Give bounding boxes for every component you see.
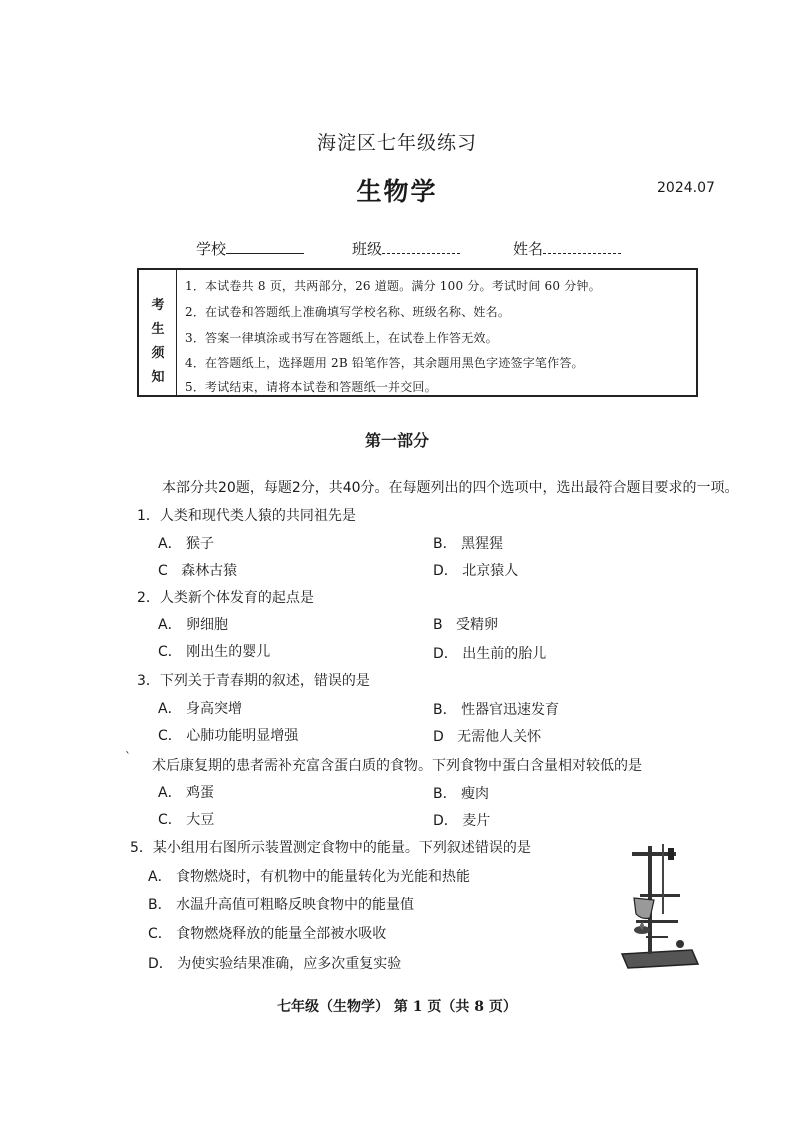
option-label: C．: [158, 644, 182, 660]
notice-line: 3．答案一律填涂或书写在答题纸上，在试卷上作答无效。: [185, 331, 498, 345]
option-text: 为使实验结果准确，应多次重复实验: [177, 956, 402, 972]
option-label: B．: [148, 897, 172, 913]
notice-body: [177, 270, 696, 395]
notice-line: 1．本试卷共 8 页，共两部分，26 道题。满分 100 分。考试时间 60 分钟。: [185, 279, 601, 293]
option-text: 森林古猿: [181, 563, 238, 579]
option-label: A．: [148, 869, 172, 885]
option-label: A．: [158, 701, 182, 717]
exam-date: 2024.07: [657, 180, 715, 196]
option-text: 大豆: [186, 812, 215, 828]
option-text: 卵细胞: [186, 617, 229, 633]
option-text: 黑猩猩: [461, 536, 504, 552]
option-label: A．: [158, 617, 182, 633]
option-text: 无需他人关怀: [457, 729, 542, 745]
section-title: 第一部分: [364, 431, 429, 450]
option-label: A．: [158, 785, 182, 801]
option-d[interactable]: [433, 560, 518, 580]
question-stem: 下列关于青春期的叙述，错误的是: [159, 673, 370, 689]
option-d[interactable]: [433, 726, 541, 746]
option-text: 性器官迅速发育: [461, 702, 560, 718]
option-a[interactable]: [148, 866, 470, 886]
burning-food-icon: [634, 922, 684, 948]
option-label: B．: [433, 536, 457, 552]
option-text: 猴子: [186, 536, 215, 552]
name-field[interactable]: [513, 238, 621, 259]
option-d[interactable]: [433, 643, 546, 663]
exam-notice-box: [137, 268, 698, 397]
option-label: C: [158, 563, 168, 579]
option-d[interactable]: [433, 810, 490, 830]
question-stem: 人类新个体发育的起点是: [159, 590, 314, 606]
section-intro: 本部分共20题，每题2分，共40分。在每题列出的四个选项中，选出最符合题目要求的一项。: [162, 480, 739, 496]
option-text: 刚出生的婴儿: [186, 644, 271, 660]
option-label: D．: [433, 813, 458, 829]
notice-heading-char: 须: [151, 346, 165, 361]
option-b[interactable]: [433, 783, 489, 803]
option-label: C．: [158, 812, 182, 828]
option-text: 食物燃烧释放的能量全部被水吸收: [176, 926, 387, 942]
option-a[interactable]: [158, 614, 228, 634]
question-number: 5．: [130, 840, 153, 856]
option-label: B．: [433, 786, 457, 802]
question-stem: 术后康复期的患者需补充富含蛋白质的食物。下列食物中蛋白含量相对较低的是: [152, 758, 642, 774]
option-label: D: [433, 729, 444, 745]
option-b[interactable]: [148, 894, 414, 914]
school-field[interactable]: [196, 238, 304, 259]
notice-heading-char: 知: [151, 370, 165, 385]
question-4: [152, 755, 642, 775]
question-2: [137, 587, 314, 607]
name-label: 姓名: [513, 240, 544, 258]
option-text: 瘦肉: [461, 786, 490, 802]
option-b[interactable]: [433, 533, 503, 553]
option-c[interactable]: [158, 809, 214, 829]
page-footer: 七年级（生物学） 第 1 页（共 8 页）: [277, 999, 517, 1015]
option-text: 水温升高值可粗略反映食物中的能量值: [176, 897, 415, 913]
notice-heading: [139, 270, 177, 395]
option-label: D．: [433, 646, 458, 662]
question-1: [137, 505, 356, 525]
notice-heading-char: 考: [151, 298, 165, 313]
option-a[interactable]: [158, 533, 214, 553]
option-text: 北京猿人: [462, 563, 519, 579]
school-label: 学校: [196, 240, 227, 258]
option-label: D．: [433, 563, 458, 579]
option-label: C．: [158, 728, 182, 744]
notice-line: 2．在试卷和答题纸上准确填写学校名称、班级名称、姓名。: [185, 305, 511, 319]
option-text: 心肺功能明显增强: [186, 728, 299, 744]
option-text: 食物燃烧时，有机物中的能量转化为光能和热能: [176, 869, 471, 885]
question-number: 1．: [137, 508, 160, 524]
option-c[interactable]: [158, 725, 298, 745]
question-5: [130, 837, 531, 857]
exam-title: 海淀区七年级练习: [316, 132, 477, 154]
option-label: C．: [148, 926, 172, 942]
option-c[interactable]: [158, 560, 237, 580]
option-b[interactable]: [433, 614, 498, 634]
option-text: 鸡蛋: [186, 785, 215, 801]
option-text: 出生前的胎儿: [462, 646, 547, 662]
scan-mark-icon: `: [125, 750, 131, 764]
option-d[interactable]: [148, 953, 401, 973]
option-text: 麦片: [462, 813, 491, 829]
option-a[interactable]: [158, 698, 242, 718]
option-label: B: [433, 617, 443, 633]
notice-line: 5．考试结束，请将本试卷和答题纸一并交回。: [185, 380, 437, 394]
question-stem: 某小组用右图所示装置测定食物中的能量。下列叙述错误的是: [152, 840, 531, 856]
option-text: 身高突增: [186, 701, 243, 717]
option-label: D．: [148, 956, 173, 972]
class-field[interactable]: [352, 238, 460, 259]
thermometer-icon: [662, 844, 664, 914]
option-c[interactable]: [148, 923, 386, 943]
iron-stand-icon: [622, 846, 698, 968]
experiment-apparatus-illustration: [612, 838, 704, 970]
question-3: [137, 670, 370, 690]
question-number: 3．: [137, 673, 160, 689]
question-stem: 人类和现代类人猿的共同祖先是: [159, 508, 356, 524]
option-text: 受精卵: [455, 617, 498, 633]
beaker-icon: [634, 898, 654, 919]
option-b[interactable]: [433, 699, 559, 719]
option-a[interactable]: [158, 782, 214, 802]
option-label: B．: [433, 702, 457, 718]
notice-heading-char: 生: [151, 322, 165, 337]
option-c[interactable]: [158, 641, 270, 661]
question-number: 2．: [137, 590, 160, 606]
subject-title: 生物学: [356, 177, 438, 206]
class-label: 班级: [352, 240, 383, 258]
notice-line: 4．在答题纸上，选择题用 2B 铅笔作答，其余题用黑色字迹签字笔作答。: [185, 356, 584, 370]
option-label: A．: [158, 536, 182, 552]
